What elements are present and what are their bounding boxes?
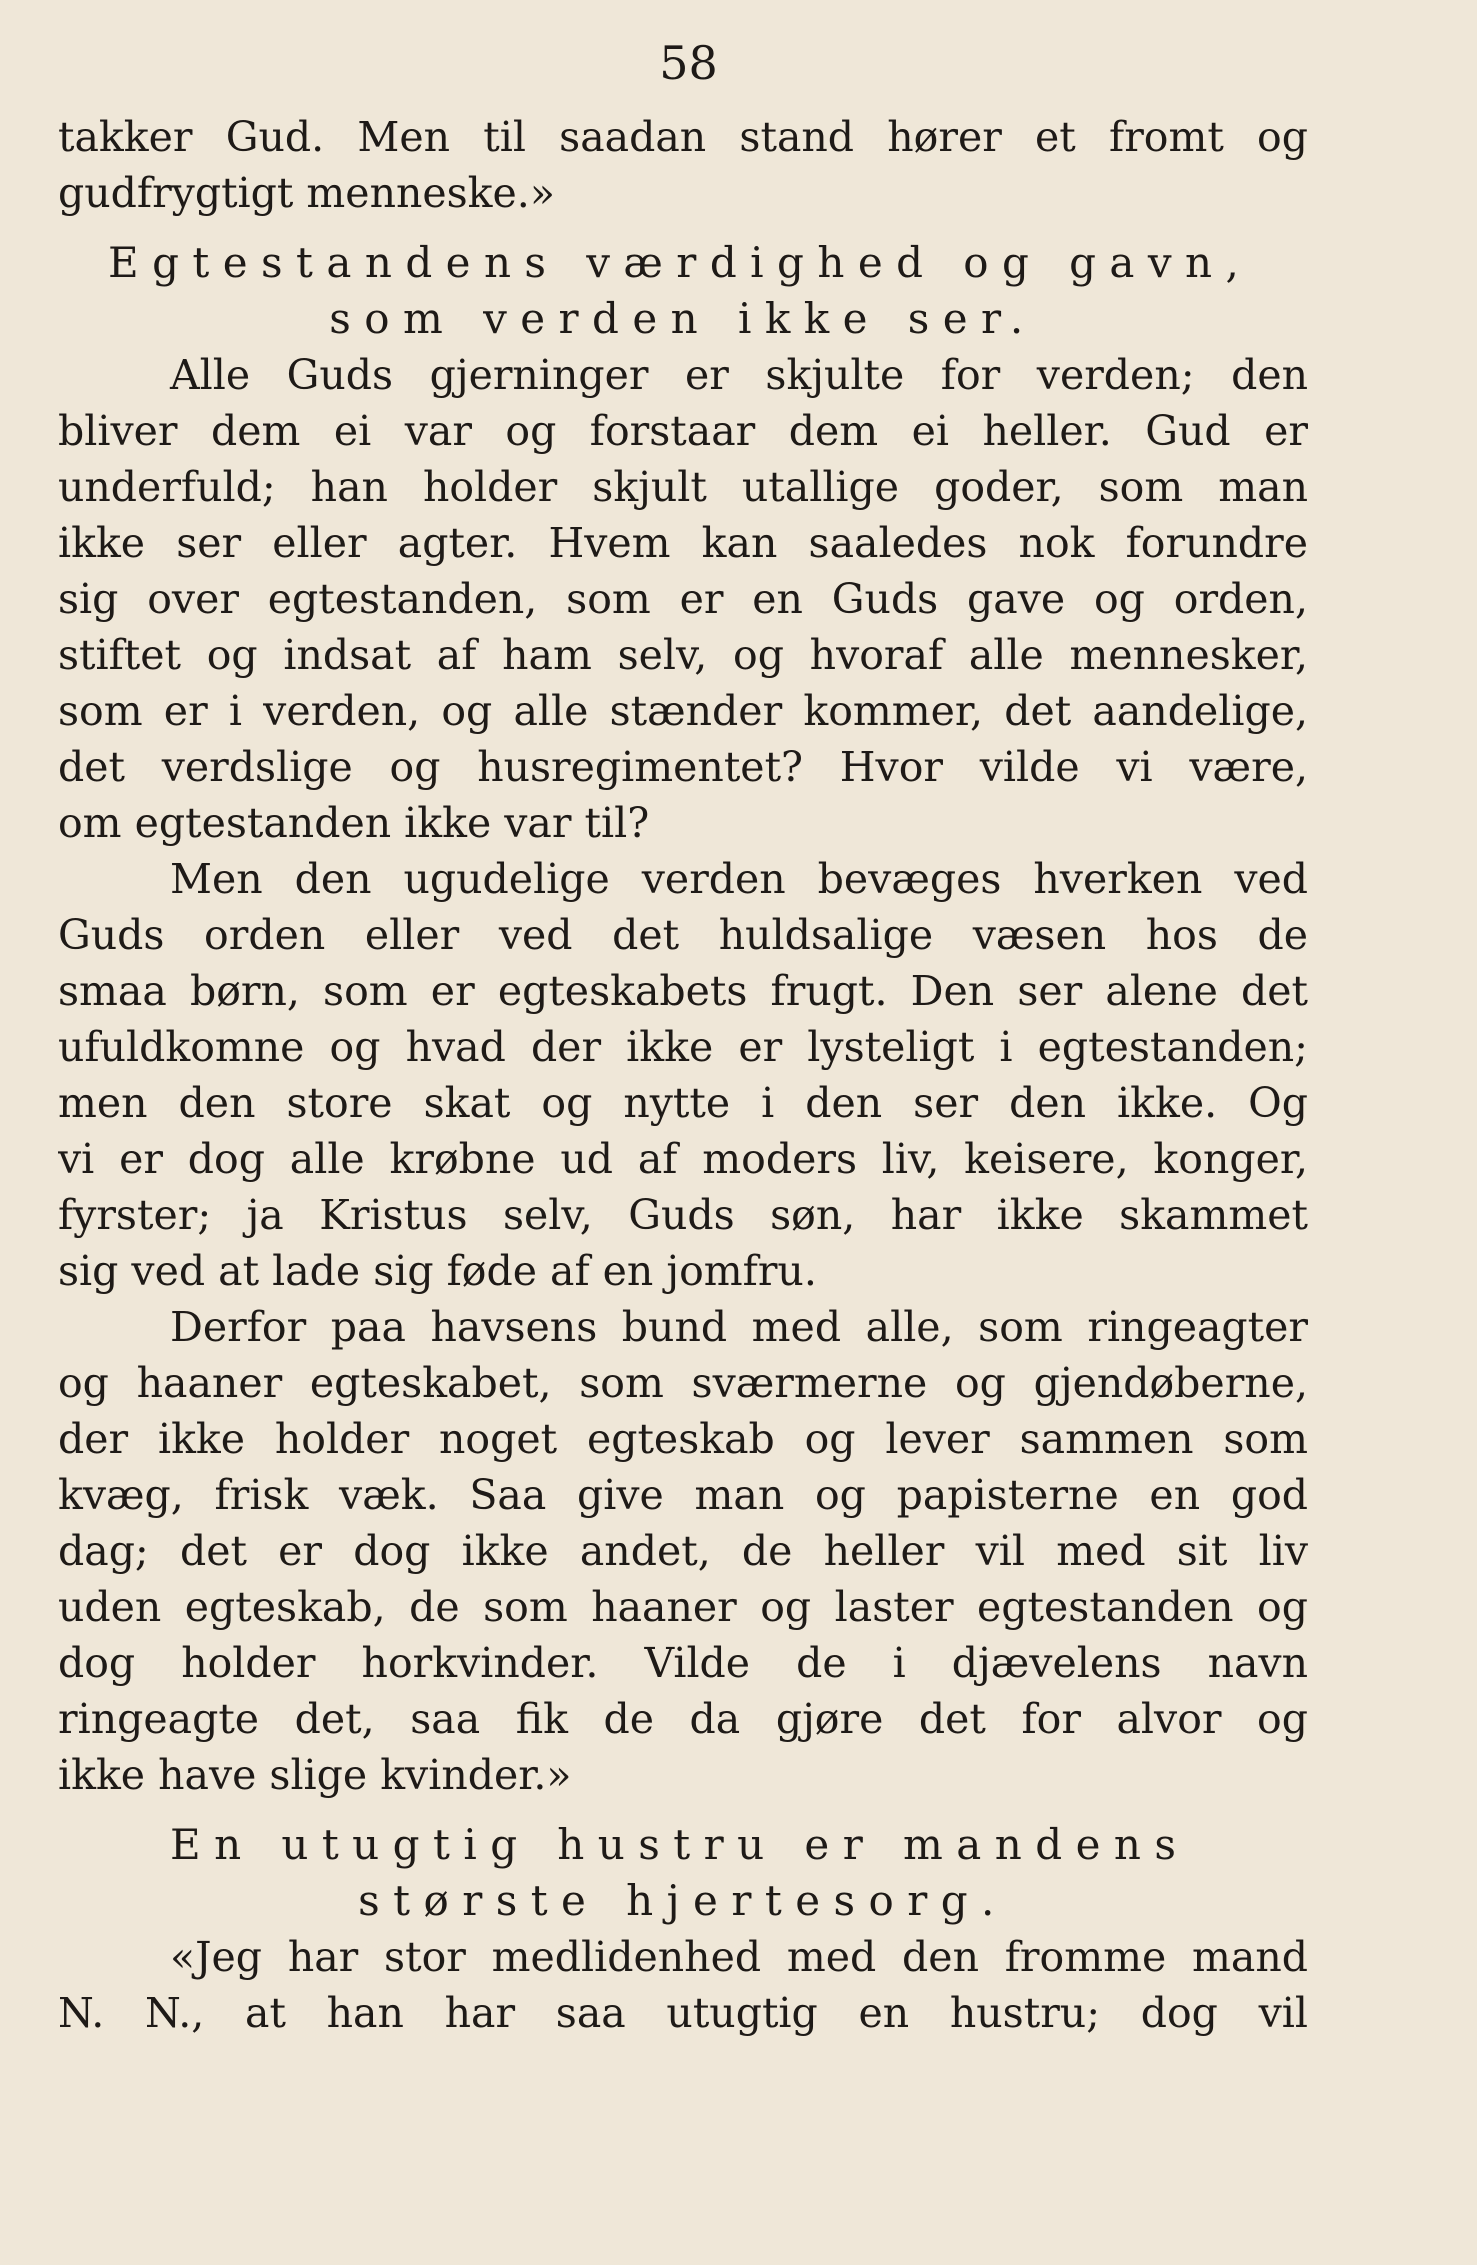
- text-line: ufuldkomne og hvad der ikke er lysteligt i egtestanden;: [58, 1023, 1308, 1071]
- text-line: ringeagte det, saa fik de da gjøre det for alvor og: [58, 1695, 1308, 1743]
- text-line: men den store skat og nytte i den ser den ikke. Og: [58, 1079, 1308, 1127]
- section-heading: som verden ikke ser.: [329, 294, 1037, 343]
- section-gap: [58, 1803, 1308, 1817]
- text-line: bliver dem ei var og forstaar dem ei heller. Gud er: [58, 407, 1308, 455]
- text-line: stiftet og indsat af ham selv, og hvoraf alle mennesker,: [58, 631, 1308, 679]
- text-line: «Jeg har stor medlidenhed med den fromme mand: [170, 1933, 1308, 1981]
- text-line: Guds orden eller ved det huldsalige væsen hos de: [58, 911, 1308, 959]
- text-line: vi er dog alle krøbne ud af moders liv, keisere, konger,: [58, 1135, 1308, 1183]
- text-line: dog holder horkvinder. Vilde de i djævelens navn: [58, 1639, 1308, 1687]
- text-line: underfuld; han holder skjult utallige goder, som man: [58, 463, 1308, 511]
- section-gap: [58, 221, 1308, 235]
- text-line: som er i verden, og alle stænder kommer, det aandelige,: [58, 687, 1308, 735]
- text-line: dag; det er dog ikke andet, de heller vil med sit liv: [58, 1527, 1308, 1575]
- section-heading: En utugtig hustru er mandens: [170, 1820, 1190, 1869]
- text-line: sig over egtestanden, som er en Guds gave og orden,: [58, 575, 1308, 623]
- text-line: der ikke holder noget egteskab og lever sammen som: [58, 1415, 1308, 1463]
- text-line: Men den ugudelige verden bevæges hverken ved: [170, 855, 1308, 903]
- section-heading: Egtestandens værdighed og gavn,: [108, 238, 1253, 287]
- text-line: Alle Guds gjerninger er skjulte for verden; den: [170, 351, 1308, 399]
- text-line: sig ved at lade sig føde af en jomfru.: [58, 1247, 817, 1295]
- text-line: kvæg, frisk væk. Saa give man og papisterne en god: [58, 1471, 1308, 1519]
- text-line: uden egteskab, de som haaner og laster egtestanden og: [58, 1583, 1308, 1631]
- text-line: smaa børn, som er egteskabets frugt. Den ser alene det: [58, 967, 1308, 1015]
- text-line: Derfor paa havsens bund med alle, som ringeagter: [170, 1303, 1308, 1351]
- text-line: og haaner egteskabet, som sværmerne og gjendøberne,: [58, 1359, 1308, 1407]
- text-line: fyrster; ja Kristus selv, Guds søn, har ikke skammet: [58, 1191, 1308, 1239]
- page-number: 58: [659, 36, 718, 90]
- text-line: ikke have slige kvinder.»: [58, 1751, 572, 1799]
- text-line: det verdslige og husregimentet? Hvor vilde vi være,: [58, 743, 1308, 791]
- text-line: N. N., at han har saa utugtig en hustru; dog vil: [58, 1989, 1308, 2037]
- text-line: gudfrygtigt menneske.»: [58, 169, 555, 217]
- text-line: om egtestanden ikke var til?: [58, 799, 650, 847]
- text-line: takker Gud. Men til saadan stand hører et fromt og: [58, 113, 1308, 161]
- section-heading: største hjertesorg.: [358, 1876, 1008, 1925]
- text-column: [58, 109, 1308, 2041]
- text-line: ikke ser eller agter. Hvem kan saaledes nok forundre: [58, 519, 1308, 567]
